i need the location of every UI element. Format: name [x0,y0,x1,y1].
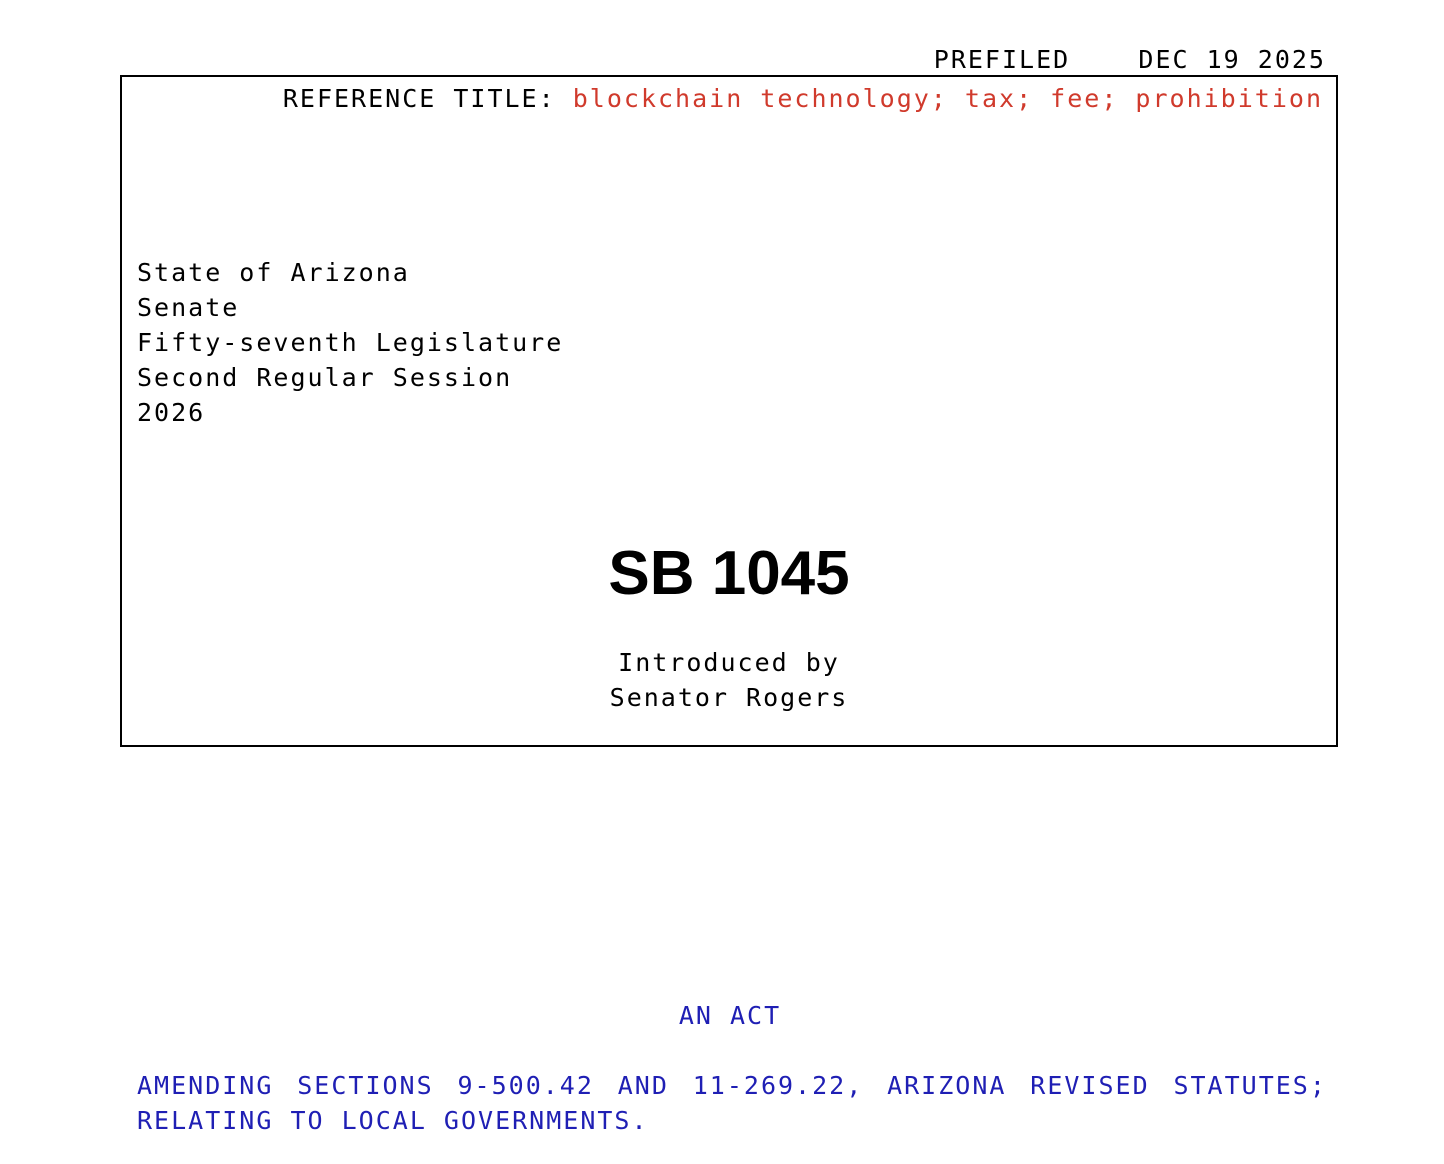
prefiled-line [934,42,1326,77]
act-word: AND [617,1071,669,1100]
act-description-line-1 [137,1068,1327,1103]
reference-title [283,81,1323,116]
reference-title-label: REFERENCE TITLE: [282,84,556,113]
act-word: SECTIONS [297,1071,434,1100]
act-word: ARIZONA [887,1071,1007,1100]
sponsor-name: Senator Rogers [609,683,849,712]
title-box [120,75,1338,747]
act-heading: AN ACT [678,1001,782,1030]
act-word: 11-269.22, [692,1071,864,1100]
bill-number: SB 1045 [608,539,850,608]
introduced-block [122,645,1336,715]
act-word: AMENDING [137,1071,274,1100]
reference-title-value: blockchain technology; tax; fee; prohibition [572,84,1323,113]
act-description [137,1068,1327,1138]
state-block [137,255,563,430]
act-description-line-2: RELATING TO LOCAL GOVERNMENTS. [137,1106,649,1135]
prefiled-label: PREFILED [933,45,1071,74]
introduced-label: Introduced by [618,648,840,677]
act-word: REVISED [1030,1071,1150,1100]
act-word: 9-500.42 [457,1071,594,1100]
session-year: 2026 [137,398,206,427]
session-name: Second Regular Session [137,363,513,392]
prefiled-date: DEC 19 2025 [1138,45,1326,74]
legislature-name: Fifty-seventh Legislature [137,328,564,357]
chamber-name: Senate [137,293,240,322]
state-name: State of Arizona [137,258,410,287]
act-word: STATUTES; [1173,1071,1327,1100]
